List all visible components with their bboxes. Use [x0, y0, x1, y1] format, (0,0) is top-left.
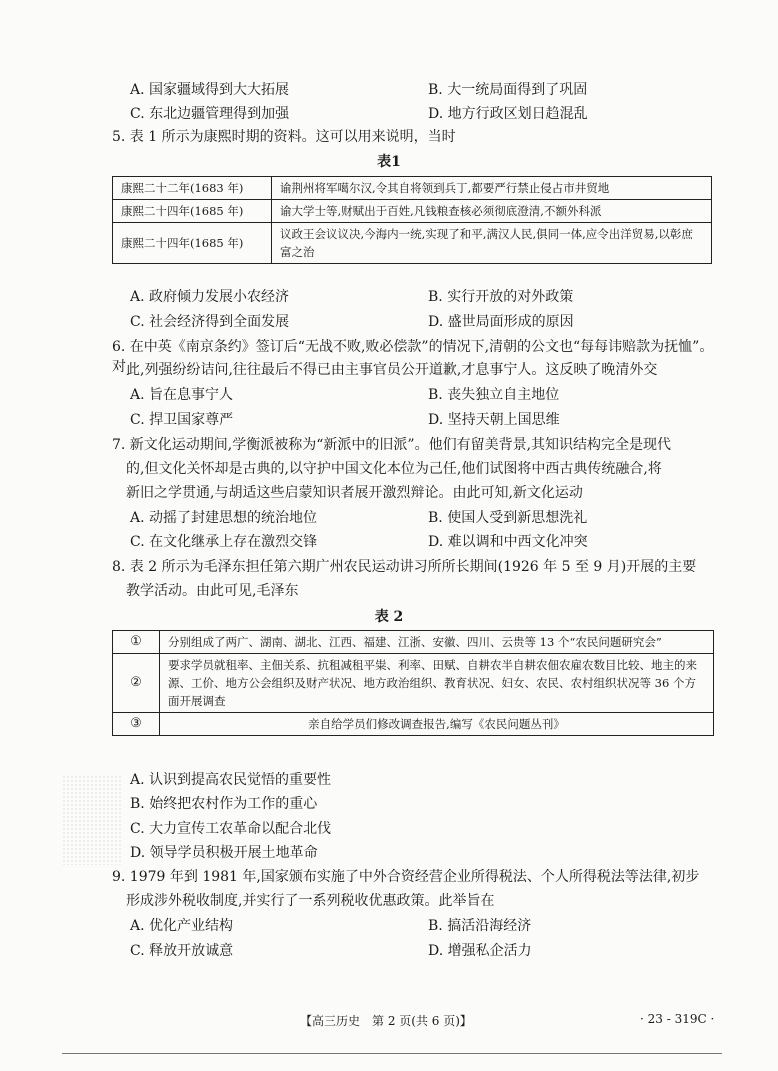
- table-1: [112, 176, 712, 264]
- q8-option-a: A. 认识到提高农民觉悟的重要性: [130, 772, 332, 788]
- table-1-date: 康熙二十四年(1685 年): [113, 200, 272, 223]
- q5-option-d: D. 盛世局面形成的原因: [428, 314, 574, 330]
- q8-option-c: C. 大力宣传工农革命以配合北伐: [130, 821, 332, 837]
- table-2-text: 要求学员就租率、主佃关系、抗租减租平粜、利率、田赋、自耕农半自耕农佃农雇农数目比较、地主的来源、工价、地方公会组织及财产状况、地方政治组织、教育状况、妇女、农民、农村组织状况等 36 个方面开展调查: [160, 654, 714, 713]
- scan-noise: [62, 775, 122, 865]
- table-row: [113, 713, 714, 736]
- q8-stem-line2: 教学活动。由此可见,毛泽东: [126, 583, 299, 599]
- table-row: [113, 223, 712, 264]
- table-2-num: ①: [113, 631, 160, 654]
- q4-option-b: B. 大一统局面得到了巩固: [428, 82, 588, 98]
- table-2-text: 分别组成了两广、湖南、湖北、江西、福建、江浙、安徽、四川、云贵等 13 个“农民问题研究会”: [160, 631, 714, 654]
- table-row: [113, 631, 714, 654]
- table-row: [113, 200, 712, 223]
- table-2-text: 亲自给学员们修改调查报告,编写《农民问题丛刊》: [160, 713, 714, 736]
- q5-option-c: C. 社会经济得到全面发展: [130, 314, 290, 330]
- q8-stem-line1: 8. 表 2 所示为毛泽东担任第六期广州农民运动讲习所所长期间(1926 年 5 至 9 月)开展的主要: [112, 559, 697, 575]
- q9-option-a: A. 优化产业结构: [130, 918, 234, 934]
- q9-stem-line1: 9. 1979 年到 1981 年,国家颁布实施了中外合资经营企业所得税法、个人所得税法等法律,初步: [112, 869, 700, 885]
- q6-option-d: D. 坚持天朝上国思维: [428, 412, 560, 428]
- q7-stem-line3: 新旧之学贯通,与胡适这些启蒙知识者展开激烈辩论。由此可知,新文化运动: [126, 485, 583, 501]
- q6-option-c: C. 捍卫国家尊严: [130, 412, 234, 428]
- q9-option-c: C. 释放开放诚意: [130, 943, 234, 959]
- table-2-num: ②: [113, 654, 160, 713]
- table-row: [113, 177, 712, 200]
- q4-option-c: C. 东北边疆管理得到加强: [130, 106, 290, 122]
- table-1-text: 议政王会议议决,今海内一统,实现了和平,满汉人民,俱同一体,应令出洋贸易,以彰庶富之治: [272, 223, 712, 264]
- q5-option-b: B. 实行开放的对外政策: [428, 289, 574, 305]
- q6-option-a: A. 旨在息事宁人: [130, 387, 234, 403]
- q7-stem-line2: 的,但文化关怀却是古典的,以守护中国文化本位为己任,他们试图将中西古典传统融合,将: [126, 461, 662, 477]
- q9-stem-line2: 形成涉外税收制度,并实行了一系列税收优惠政策。此举旨在: [126, 893, 495, 909]
- q6-option-b: B. 丧失独立自主地位: [428, 387, 560, 403]
- table-2-num: ③: [113, 713, 160, 736]
- q8-option-b: B. 始终把农村作为工作的重心: [130, 796, 318, 812]
- q5-stem: 5. 表 1 所示为康熙时期的资料。这可以用来说明，当时: [112, 129, 456, 145]
- q7-option-b: B. 使国人受到新思想洗礼: [428, 510, 588, 526]
- table-1-caption: 表1: [377, 154, 401, 170]
- q8-option-d: D. 领导学员积极开展土地革命: [130, 845, 318, 861]
- table-1-text: 谕大学士等,财赋出于百姓,凡钱粮查核必须彻底澄清,不额外科派: [272, 200, 712, 223]
- bottom-divider: [62, 1053, 722, 1054]
- q4-option-a: A. 国家疆域得到大大拓展: [130, 82, 290, 98]
- q4-option-d: D. 地方行政区划日趋混乱: [428, 106, 588, 122]
- table-2: [112, 630, 714, 736]
- q7-option-c: C. 在文化继承上存在激烈交锋: [130, 534, 318, 550]
- q7-option-a: A. 动摇了封建思想的统治地位: [130, 510, 318, 526]
- q6-stem-line2: 此,列强纷纷诘问,往往最后不得已由主事官员公开道歉,才息事宁人。这反映了晚清外交: [126, 362, 658, 378]
- q7-stem-line1: 7. 新文化运动期间,学衡派被称为“新派中的旧派”。他们有留美背景,其知识结构完全是现代: [112, 437, 672, 453]
- table-1-date: 康熙二十二年(1683 年): [113, 177, 272, 200]
- table-2-caption: 表 2: [374, 609, 404, 625]
- q6-stem-line1: 6. 在中英《南京条约》签订后“无战不败,败必偿款”的情况下,清朝的公文也“每每讳赔款为抚恤”。对: [112, 339, 714, 375]
- q7-option-d: D. 难以调和中西文化冲突: [428, 534, 588, 550]
- page-footer: 【高三历史 第 2 页(共 6 页)】: [300, 1014, 472, 1028]
- exam-code: · 23 - 319C ·: [640, 1012, 715, 1026]
- table-1-date: 康熙二十四年(1685 年): [113, 223, 272, 264]
- q9-option-d: D. 增强私企活力: [428, 943, 532, 959]
- table-1-text: 谕荆州将军噶尔汉,令其自将领到兵丁,都要严行禁止侵占市井贸地: [272, 177, 712, 200]
- table-row: [113, 654, 714, 713]
- q9-option-b: B. 搞活沿海经济: [428, 918, 532, 934]
- q5-option-a: A. 政府倾力发展小农经济: [130, 289, 290, 305]
